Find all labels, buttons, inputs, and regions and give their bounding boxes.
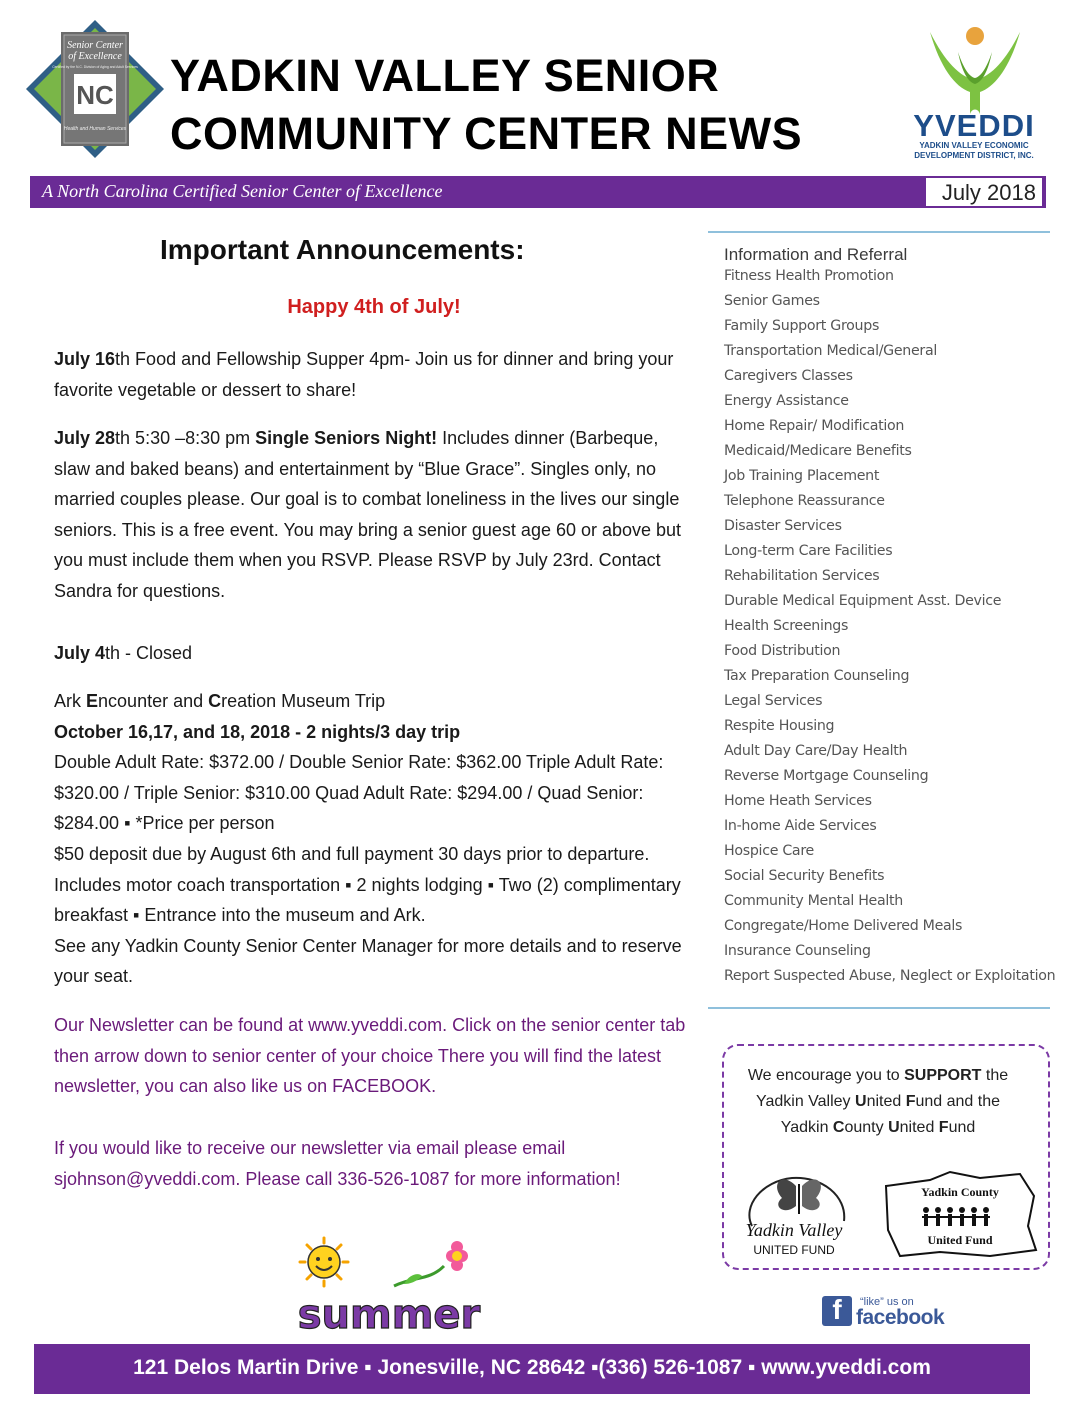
referral-service-item: Legal Services (724, 693, 823, 709)
holiday-greeting: Happy 4th of July! (287, 296, 461, 318)
referral-service-item: Energy Assistance (724, 393, 849, 409)
badge-state: NC (76, 80, 114, 110)
referral-service-item: Disaster Services (724, 518, 842, 534)
newsletter-info: Our Newsletter can be found at www.yveddi.com. Click on the senior center tab then arrow down to senior center of your choice There you will find the latest newsletter, you can also like us on FACEBOOK. (54, 1015, 686, 1097)
footer-contact: 121 Delos Martin Drive ▪ Jonesville, NC 28642 ▪(336) 526-1087 ▪ www.yveddi.com (133, 1356, 931, 1379)
referral-service-item: Respite Housing (724, 718, 835, 734)
referral-service-item: Community Mental Health (724, 893, 903, 909)
facebook-like-text[interactable]: “like” us on (860, 1296, 914, 1308)
supper-date: July 16 (54, 349, 116, 369)
flower-icon (394, 1241, 468, 1286)
yvuf-line1: Yadkin Valley (745, 1220, 843, 1240)
supper-text: th Food and Fellowship Supper 4pm- Join us for dinner and bring your favorite vegetable or dessert to share! (54, 349, 674, 400)
referral-heading: Information and Referral (724, 245, 908, 264)
singles-date: July 28 (54, 428, 116, 448)
referral-service-item: Congregate/Home Delivered Meals (724, 918, 963, 934)
singles-time: th 5:30 –8:30 pm (115, 428, 256, 448)
referral-service-item: Hospice Care (724, 843, 814, 859)
newsletter-title-line2: COMMUNITY CENTER NEWS (170, 108, 803, 159)
referral-service-item: Job Training Placement (724, 468, 880, 484)
referral-service-item: Caregivers Classes (724, 368, 853, 384)
referral-service-item: Telephone Reassurance (724, 493, 885, 509)
supper-announcement (54, 344, 694, 405)
referral-service-item: Home Heath Services (724, 793, 872, 809)
sidebar-bottom-divider (708, 1007, 1050, 1009)
announcements-heading: Important Announcements: (160, 234, 525, 265)
referral-service-item: Fitness Health Promotion (724, 268, 894, 284)
newsletter-title-line1: YADKIN VALLEY SENIOR (170, 50, 720, 101)
badge-line2: of Excellence (68, 51, 122, 62)
referral-service-item: Home Repair/ Modification (724, 418, 905, 434)
issue-date: July 2018 (941, 180, 1036, 205)
trip-rates: Double Adult Rate: $372.00 / Double Senior Rate: $362.00 Triple Adult Rate: $320.00 / Triple Senior: $310.00 Quad Adult Rate: $294.00 / Quad Senior: $284.00 ▪ *Price per person (54, 752, 664, 834)
yvuf-line2: UNITED FUND (753, 1243, 835, 1257)
summer-clipart (284, 1236, 494, 1332)
singles-title: Single Seniors Night! (255, 428, 438, 448)
support-keyword: SUPPORT (904, 1067, 982, 1084)
trip-title: Ark Encounter and Creation Museum Trip (54, 691, 386, 711)
ycuf-line1: Yadkin County (921, 1185, 999, 1199)
trip-contact: See any Yadkin County Senior Center Manager for more details and to reserve your seat. (54, 935, 682, 987)
referral-service-item: Long-term Care Facilities (724, 543, 893, 559)
email-subscribe-info: If you would like to receive our newsletter via email please email sjohnson@yveddi.com. Please call 336-526-1087 for more information! (54, 1138, 621, 1189)
referral-service-item: Insurance Counseling (724, 943, 871, 959)
yveddi-logo-subtitle (900, 141, 1048, 161)
referral-service-item: Adult Day Care/Day Health (724, 743, 908, 759)
referral-service-item: Rehabilitation Services (724, 568, 880, 584)
closure-announcement (54, 638, 694, 669)
referral-service-item: Family Support Groups (724, 318, 880, 334)
senior-center-excellence-badge (24, 18, 166, 160)
referral-services-list (724, 264, 1055, 989)
singles-night-announcement (54, 423, 694, 607)
facebook-f-glyph: f (832, 1294, 842, 1325)
singles-text: Includes dinner (Barbeque, slaw and baked beans) and entertainment by “Blue Grace”. Singles only, no married couples please. Our goal is to combat loneliness in the lives our single seniors. This is a free event. You may bring a senior guest age 60 or above but you must include them when you RSVP. Please RSVP by July 23rd. Contact Sandra for questions. (54, 428, 682, 601)
yveddi-subtitle-line1: YADKIN VALLEY ECONOMIC (919, 141, 1029, 150)
yveddi-logo-name: YVEDDI (913, 108, 1035, 143)
sun-icon (300, 1238, 348, 1286)
referral-service-item: Report Suspected Abuse, Neglect or Exploitation (724, 968, 1056, 984)
support-message: We encourage you to SUPPORT the Yadkin Valley United Fund and the Yadkin County United Fund (747, 1067, 1009, 1136)
closure-text: th - Closed (105, 643, 193, 663)
referral-service-item: In-home Aide Services (724, 818, 877, 834)
badge-dept: Health and Human Services (63, 126, 127, 132)
yadkin-county-united-fund-logo (880, 1166, 1040, 1262)
badge-line1: Senior Center (67, 40, 123, 51)
summer-word: summer (297, 1292, 481, 1332)
trip-deposit: $50 deposit due by August 6th and full payment 30 days prior to departure. Includes motor coach transportation ▪ 2 nights lodging ▪ Two (2) complimentary breakfast ▪ Entrance into the museum and Ark. (54, 843, 681, 926)
banner-tagline: A North Carolina Certified Senior Center of Excellence (42, 181, 443, 201)
sidebar-top-divider (708, 231, 1050, 233)
closure-date: July 4 (54, 643, 106, 663)
referral-service-item: Senior Games (724, 293, 820, 309)
referral-service-item: Transportation Medical/General (724, 343, 937, 359)
referral-service-item: Medicaid/Medicare Benefits (724, 443, 912, 459)
referral-service-item: Durable Medical Equipment Asst. Device (724, 593, 1002, 609)
facebook-wordmark[interactable]: facebook (856, 1306, 945, 1329)
yveddi-subtitle-line2: DEVELOPMENT DISTRICT, INC. (914, 151, 1034, 160)
butterfly-icon (777, 1179, 821, 1214)
trip-dates: October 16,17, and 18, 2018 - 2 nights/3 day trip (54, 721, 461, 742)
referral-service-item: Tax Preparation Counseling (724, 668, 910, 684)
badge-cert: Certified by the N.C. Division of Aging and Adult Services (52, 65, 138, 69)
referral-service-item: Health Screenings (724, 618, 849, 634)
referral-service-item: Food Distribution (724, 643, 841, 659)
yadkin-valley-united-fund-logo (732, 1166, 862, 1262)
ycuf-line2: United Fund (927, 1233, 993, 1247)
referral-service-item: Reverse Mortgage Counseling (724, 768, 929, 784)
trip-announcement (54, 686, 694, 992)
referral-service-item: Social Security Benefits (724, 868, 885, 884)
